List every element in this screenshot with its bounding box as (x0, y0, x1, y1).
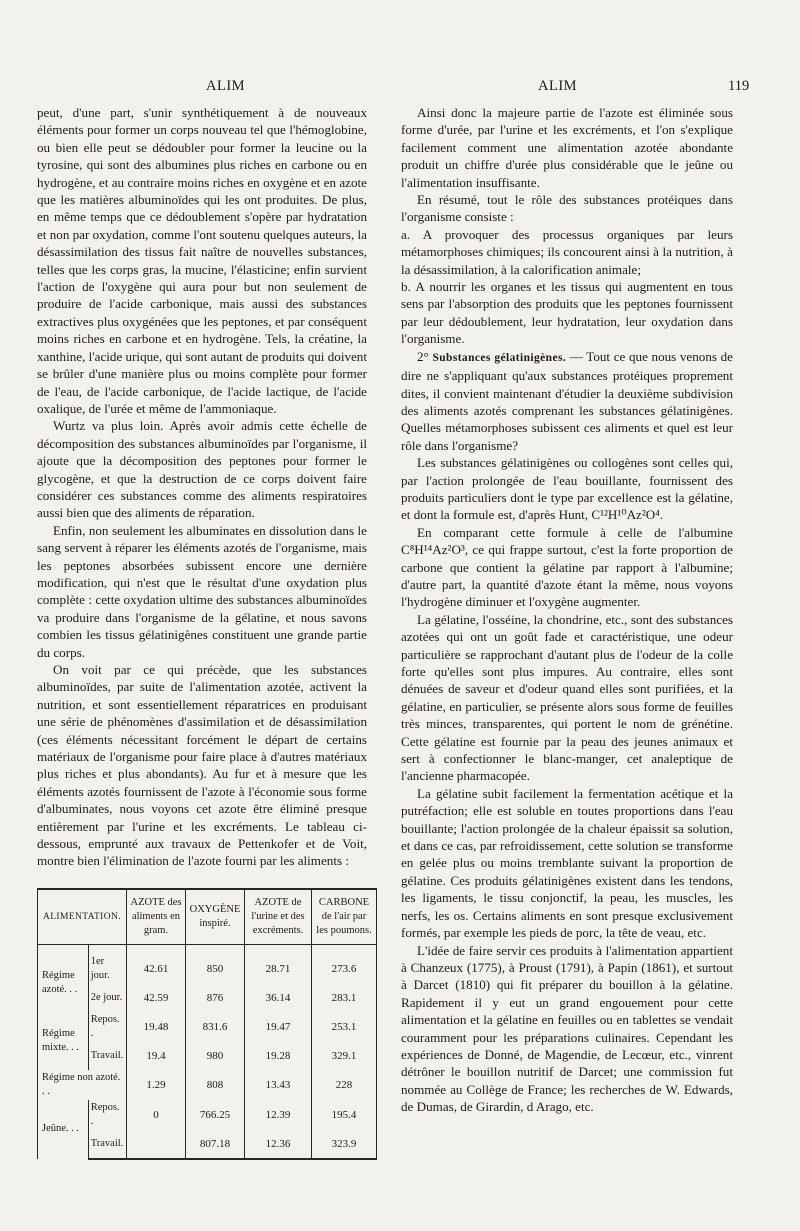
paragraph: La gélatine subit facilement la fermentation acétique et la putréfaction; elle est soluble en toutes proportions dans l'eau bouillante; l'action prolongée de la chaleur épaissit sa solution, et dans ce cas, par refroidissement, cette solution se transforme en gelée plus ou moins tremblante suivant la proportion de gélatine. Ces produits gélatinigènes existent dans les tendons, les ligaments, le tissu conjonctif, la peau, les muscles, les nerfs, les os. Certains aliments en sont presque exclusivement formés, par exemple les pieds de porc, la tête de veau, etc. (401, 785, 733, 941)
paragraph: L'idée de faire servir ces produits à l'alimentation appartient à Chanzeux (1775), à Proust (1791), à Papin (1861), et surtout à Darcet (1810) qui fit préparer du bouillon à la gélatine. Rapidement il y eut un grand engouement pour cette alimentation et la gélatine en feuilles ou en tablettes se vendait couramment pour les préparations culinaires. Cependant les expériences de Donné, de Magendie, de Lecœur, etc., vinrent détrôner le bouillon nutritif de Darcet; une commission fut nommée au Collège de France; les recherches de W. Edwards, de Dumas, de Girardin, d Arago, etc. (401, 942, 733, 1115)
left-column (37, 104, 372, 1160)
page-number: 119 (728, 78, 750, 94)
running-header-left: ALIM (206, 78, 246, 94)
table-header: ALIMENTATION. (38, 889, 127, 945)
table-header: CARBONE de l'air par les poumons. (312, 889, 377, 945)
table-header: OXYGÈNE inspiré. (186, 889, 245, 945)
table-row: Travail. 807.18 12.36 323.9 (38, 1130, 377, 1159)
right-column (401, 104, 733, 1116)
paragraph: La gélatine, l'osséine, la chondrine, etc., sont des substances azotées qui ont un goût fade et caractéristique, une odeur particulière se rapprochant d'autant plus de l'odeur de la colle forte qu'elles sont plus impures. Au contraire, elles sont dénuées de saveur et d'odeur quand elles sont purifiées, et la gélatine, en particulier, se présente alors sous forme de feuilles très minces, transparentes, qui portent le nom de grénétine. Cette gélatine est fournie par la peau des jeunes animaux et sert à confectionner le blanc-manger, cet analeptique de l'ancienne pharmacopée. (401, 611, 733, 784)
list-item: a. A provoquer des processus organiques par leurs métamorphoses chimiques; ils concourent ainsi à la nutrition, à la désassimilation, à la calorification animale; (401, 226, 733, 277)
paragraph: Wurtz va plus loin. Après avoir admis cette échelle de décomposition des substances albuminoïdes par l'organisme, il ajoute que la décomposition des peptones pour former le glycogène, et que la destruction de ce corps doivent faire considérer ces substances comme des aliments respiratoires aussi bien que des aliments de réparation. (37, 418, 367, 521)
list-item: b. A nourrir les organes et les tissus qui augmentent en tous sens par l'absorption des produits que les peptones fournissent par leur dédoublement, leur hydratation, leur oxydation dans l'organisme. (401, 279, 733, 347)
paragraph: peut, d'une part, s'unir synthétiquement à de nouveaux éléments pour former un corps nouveau tel que l'hémoglobine, ou bien elle peut se dédoubler pour former la leucine ou la tyrosine, qui sont des albumines plus riches en carbone ou en hydrogène, et au contraire moins riches en oxygène et en azote que les matières albuminoïdes qui les ont produites. De plus, en même temps que ce dédoublement s'opère par hydratation et non par oxydation, comme l'ont soutenu quelques auteurs, la désassimilation des tissus fait naître de nouvelles substances, telles que les corps gras, la mucine, l'élasticine; enfin survient l'action de l'oxygène qui aura pour but non seulement de produire de l'acide carbonique, mais aussi des substances extractives plus oxygénées que les peptones, et par conséquent moins riches en carbone et en hydrogène. Tels, la créatine, la xanthine, l'acide urique, qui sont autant de produits qui doivent se brûler d'une manière plus ou moins complète pour former de l'eau, de l'acide carbonique, de l'acide lactique, de l'acide oxalique, de l'urée et même de l'ammoniaque. (37, 105, 367, 416)
paragraph: Enfin, non seulement les albuminates en dissolution dans le sang servent à réparer les éléments azotés de l'organisme, mais les peptones absorbées subissent encore une dernière modification, qui n'est que le résultat d'une oxydation plus complète : cette oxydation ultime des substances albuminoïdes va produire dans l'organisme de la gélatine, et nous savons combien les tissus gélatinigènes constituent une grande partie du corps. (37, 522, 367, 660)
table-header: AZOTE de l'urine et des excréments. (245, 889, 312, 945)
table-row: Travail. 19.4 980 19.28 329.1 (38, 1042, 377, 1070)
table-header: AZOTE des aliments en gram. (127, 889, 186, 945)
paragraph: On voit par ce qui précède, que les substances albuminoïdes, par suite de l'alimentation azotée, activent la nutrition, et sont essentiellement réparatrices en produisant une série de phénomènes d'assimilation et de désassimilation (ces éléments nécessitant forcément le départ de certains matériaux de l'organisme pour faire place à d'autres matériaux plus riches et plus abondants). Au fur et à mesure que les éléments azotés fournissent de l'azote à l'économie sous forme d'albuminates, nous voyons cet azote être éliminé presque entièrement par l'urine et les excréments. Le tableau ci-dessous, emprunté aux travaux de Pettenkofer et de Voit, montre bien l'élimination de l'azote fourni par les aliments : (37, 662, 367, 869)
table-row: Régime azoté. . . 1er jour. 42.61 850 28.71 273.6 (38, 944, 377, 984)
section-paragraph: 2° Substances gélatinigènes. — Tout ce que nous venons de dire ne s'appliquant qu'aux substances protéiques proprement dites, il convient maintenant d'étudier la deuxième subdivision des aliments azotés comprenant les substances gélatinigènes. Quelles métamorphoses subissent ces aliments et quel est leur rôle dans l'organisme? (401, 348, 733, 453)
nitrogen-table (37, 888, 377, 1160)
paragraph: En résumé, tout le rôle des substances protéiques dans l'organisme consiste : (401, 192, 733, 225)
section-number: 2° (417, 348, 429, 364)
paragraph: Ainsi donc la majeure partie de l'azote est éliminée sous forme d'urée, par l'urine et les excréments, et l'on s'explique facilement comment une alimentation azotée abondante produit un chiffre d'urée plus considérable que le jeûne ou l'alimentation insuffisante. (401, 105, 733, 190)
section-title: Substances gélatinigènes. (432, 351, 567, 364)
table-row: 2e jour. 42.59 876 36.14 283.1 (38, 984, 377, 1012)
running-header-right: ALIM (538, 78, 578, 94)
table-row: Régime mixte. . . Repos. . 19.48 831.6 19.47 253.1 (38, 1012, 377, 1042)
table-row: Jeûne. . . Repos. . 0 766.25 12.39 195.4 (38, 1100, 377, 1130)
paragraph: En comparant cette formule à celle de l'albumine C⁸H¹⁴Az²O³, ce qui frappe surtout, c'est la forte proportion de carbone que contient la gélatine par rapport à l'albumine; d'autre part, la quantité d'azote étant la même, nous voyons l'hydrogène diminuer et l'oxygène augmenter. (401, 524, 733, 610)
table-row: Régime non azoté. . . 1.29 808 13.43 228 (38, 1070, 377, 1100)
paragraph: Les substances gélatinigènes ou collogènes sont celles qui, par l'action prolongée de l'eau bouillante, fournissent des produits particuliers dont le type par excellence est la gélatine, et dont la formule est, d'après Hunt, C¹²H¹⁰Az²O⁴. (401, 455, 733, 523)
